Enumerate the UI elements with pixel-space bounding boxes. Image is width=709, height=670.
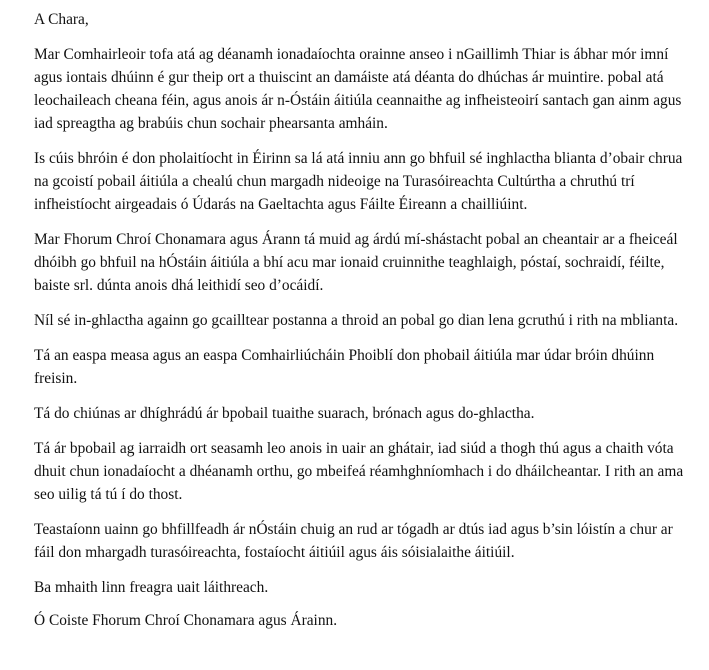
letter-signoff: Ó Coiste Fhorum Chroí Chonamara agus Árainn. [34,612,338,629]
letter-paragraph: Tá an easpa measa agus an easpa Comhairliúcháin Phoiblí don phobail áitiúla mar údar bróin dhúinn freisin. [34,347,655,387]
letter-paragraph: Is cúis bhróin é don pholaitíocht in Éirinn sa lá atá inniu ann go bhfuil sé inghlactha blianta d’obair chrua na gcoistí pobail áitiúla a chealú chun margadh nideoige na Turasóireachta Cultúrtha a chruthú trí infheistíocht airgeadais ó Údarás na Gaeltachta agus Fáilte Éireann a chailliúint. [34,150,683,213]
letter-paragraph: Tá ár bpobail ag iarraidh ort seasamh leo anois in uair an ghátair, iad siúd a thogh thú agus a chaith vóta dhuit chun ionadaíocht a dhéanamh orthu, go mbeifeá réamhghníomhach i do dháilcheantar. I rith an ama seo uilig tá tú í do thost. [34,440,684,503]
letter-closing-request: Ba mhaith linn freagra uait láithreach. [34,579,269,596]
letter-paragraph: Tá do chiúnas ar dhíghrádú ár bpobail tuaithe suarach, brónach agus do-ghlactha. [34,405,535,422]
letter-paragraph: Mar Comhairleoir tofa atá ag déanamh ionadaíochta orainne anseo i nGaillimh Thiar is ábhar mór imní agus iontais dhúinn é gur theip ort a thuiscint an damáiste atá déanta do dhúchas ár muintire. pobal atá leochaileach cheana féin, agus anois ár n-Óstáin áitiúla ceannaithe ag infheisteoirí santach gan ainm agus iad spreagtha ag brabúis chun sochair phearsanta amháin. [34,46,682,132]
letter-paragraph: Teastaíonn uainn go bhfillfeadh ár nÓstáin chuig an rud ar tógadh ar dtús iad agus b’sin lóistín a chur ar fáil don mhargadh turasóireachta, fostaíocht áitiúil agus áis sóisialaithe áitiúil. [34,521,673,561]
letter-paragraph: Mar Fhorum Chroí Chonamara agus Árann tá muid ag árdú mí-shástacht pobal an cheantair ar a fheiceál dhóibh go bhfuil na hÓstáin áitiúla a bhí acu mar ionaid cruinnithe teaghlaigh, póstaí, sochraidí, féilte, baiste srl. dúnta anois dhá leithidí seo d’ocáidí. [34,231,678,294]
letter-salutation: A Chara, [34,11,89,28]
letter-paragraph: Níl sé in-ghlactha againn go gcailltear postanna a throid an pobal go dian lena gcruthú i rith na mblianta. [34,312,679,329]
